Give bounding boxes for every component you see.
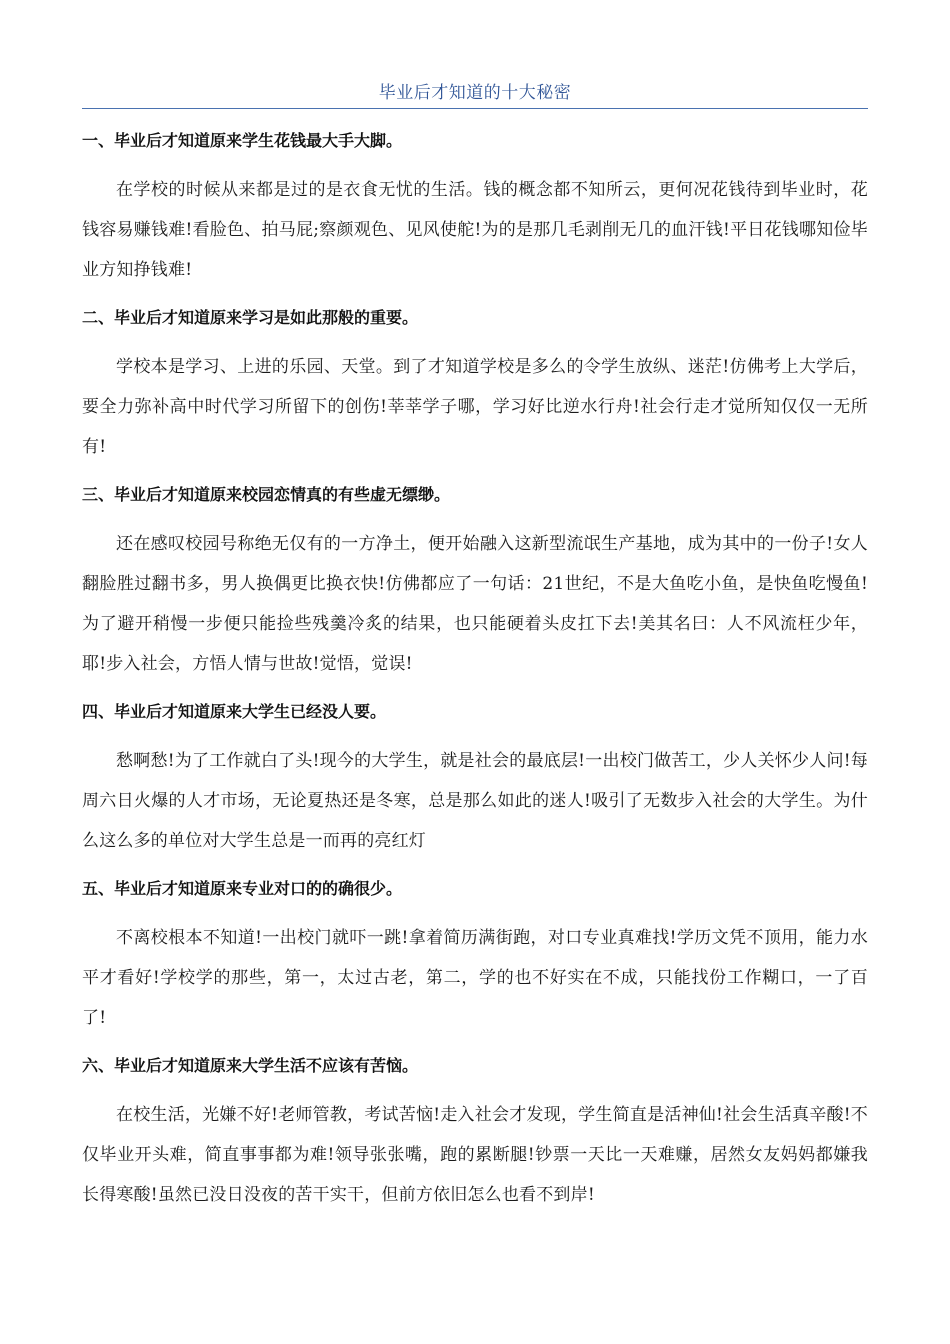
section-heading: 三、毕业后才知道原来校园恋情真的有些虚无缥缈。	[82, 485, 451, 504]
section-paragraph: 在校生活，光嫌不好!老师管教，考试苦恼!走入社会才发现，学生简直是活神仙!社会生活真辛酸!不仅毕业开头难，简直事事都为难!领导张张嘴，跑的累断腿!钞票一天比一天难赚，居然女友妈妈都嫌我长得寒酸!虽然已没日没夜的苦干实干，但前方依旧怎么也看不到岸!	[82, 1105, 868, 1205]
header-divider	[82, 108, 868, 109]
section-paragraph: 还在感叹校园号称绝无仅有的一方净土，便开始融入这新型流氓生产基地，成为其中的一份子!女人翻脸胜过翻书多，男人换偶更比换衣快!仿佛都应了一句话：21世纪，不是大鱼吃小鱼，是快鱼吃慢鱼!为了避开稍慢一步便只能捡些残羹冷炙的结果，也只能硬着头皮扛下去!美其名曰：人不风流枉少年，耶!步入社会，方悟人情与世故!觉悟，觉误!	[82, 534, 868, 674]
section-paragraph: 愁啊愁!为了工作就白了头!现今的大学生，就是社会的最底层!一出校门做苦工，少人关怀少人问!每周六日火爆的人才市场，无论夏热还是冬寒，总是那么如此的迷人!吸引了无数步入社会的大学生。为什么这么多的单位对大学生总是一而再的亮红灯	[82, 751, 868, 851]
section-3	[82, 480, 868, 684]
section-heading: 四、毕业后才知道原来大学生已经没人要。	[82, 702, 387, 721]
section-paragraph: 不离校根本不知道!一出校门就吓一跳!拿着简历满街跑，对口专业真难找!学历文凭不顶用，能力水平才看好!学校学的那些，第一，太过古老，第二，学的也不好实在不成，只能找份工作糊口，一了百了!	[82, 928, 868, 1028]
section-4	[82, 697, 868, 861]
section-paragraph: 在学校的时候从来都是过的是衣食无忧的生活。钱的概念都不知所云，更何况花钱待到毕业时，花钱容易赚钱难!看脸色、拍马屁;察颜观色、见风使舵!为的是那几毛剥削无几的血汗钱!平日花钱哪知俭毕业方知挣钱难!	[82, 180, 868, 280]
section-2	[82, 303, 868, 467]
section-heading: 六、毕业后才知道原来大学生活不应该有苦恼。	[82, 1056, 419, 1075]
section-6	[82, 1051, 868, 1215]
section-heading: 五、毕业后才知道原来专业对口的的确很少。	[82, 879, 403, 898]
section-paragraph: 学校本是学习、上进的乐园、天堂。到了才知道学校是多么的令学生放纵、迷茫!仿佛考上大学后，要全力弥补高中时代学习所留下的创伤!莘莘学子哪，学习好比逆水行舟!社会行走才觉所知仅仅一无所有!	[82, 357, 868, 457]
section-5	[82, 874, 868, 1038]
section-heading: 一、毕业后才知道原来学生花钱最大手大脚。	[82, 131, 403, 150]
section-1	[82, 126, 868, 290]
section-heading: 二、毕业后才知道原来学习是如此那般的重要。	[82, 308, 419, 327]
document-title: 毕业后才知道的十大秘密	[378, 83, 572, 103]
page-header	[82, 0, 868, 109]
document-body	[82, 109, 868, 1215]
document-page	[82, 0, 868, 1228]
